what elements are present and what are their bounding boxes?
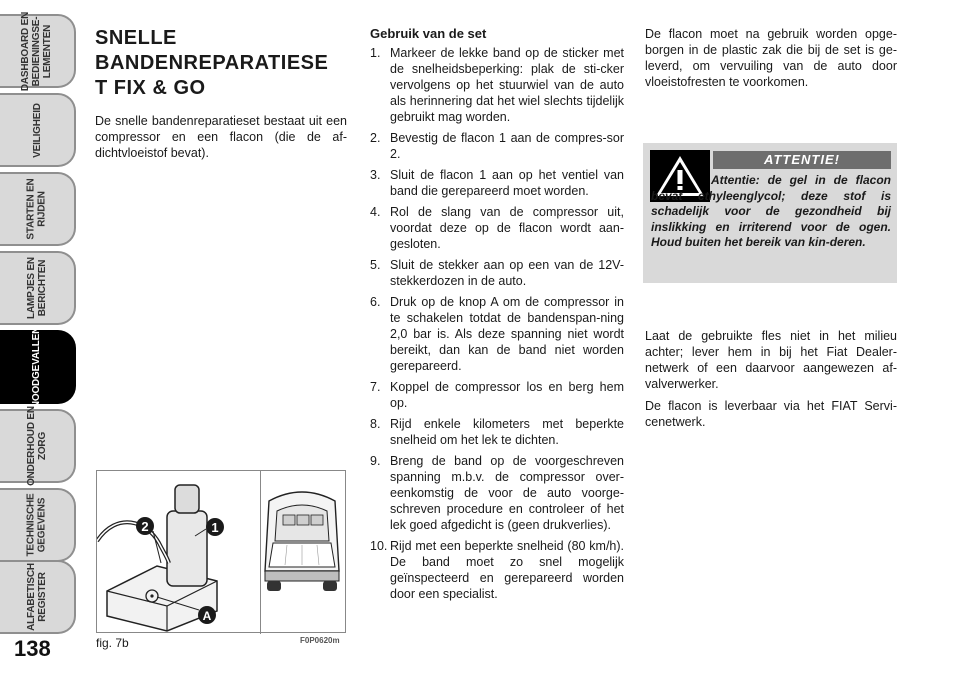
chapter-tabs (0, 0, 78, 640)
list-item: 8. Rijd enkele kilometers met beperkte snelheid om het lek te dichten. (370, 417, 624, 447)
tab-dashboard[interactable] (0, 11, 76, 91)
disposal-text: Laat de gebruikte fles niet in het milieu achter; lever hem in bij het Fiat Dealer-netwerk of een daarvoor aangewezen af-valverwerker. (645, 329, 897, 391)
column-middle (370, 26, 624, 607)
list-item: 3. Sluit de flacon 1 aan op het ventiel van band die gerepareerd moet worden. (370, 168, 624, 198)
list-item: 7. Koppel de compressor los en berg hem op. (370, 380, 624, 410)
tab-onderhoud[interactable] (0, 406, 76, 486)
figure-caption: fig. 7b (96, 636, 129, 650)
list-item: 2. Bevestig de flacon 1 aan de compres-sor 2. (370, 131, 624, 161)
tab-veiligheid[interactable] (0, 93, 76, 167)
list-item: 10. Rijd met een beperkte snelheid (80 km/h). De band moet zo snel mogelijk geïnspecteerd en gerepareerd worden door een specialist. (370, 539, 624, 601)
warning-text: Attentie: de gel in de flacon bevat ethyleenglycol; deze stof is schadelijk voor de gezondheid bij inslikking en irriterend voor de ogen. Houd buiten het bereik van kin-deren. (651, 173, 891, 249)
figure-7b (96, 470, 346, 633)
tab-label: NOODGEVALLEN (31, 326, 43, 408)
tab-label: DASHBOARD EN BEDIENINGSE- LEMENTEN (20, 11, 54, 91)
callout-2: 2 (141, 519, 149, 534)
column-right (645, 26, 897, 96)
tab-register[interactable] (0, 560, 76, 634)
figure-divider (260, 471, 261, 634)
usage-heading: Gebruik van de set (370, 26, 487, 41)
usage-steps (370, 45, 624, 602)
tab-label: ALFABETISCH REGISTER (26, 563, 48, 631)
repair-kit-illustration (97, 471, 347, 634)
figure-code: F0P0620m (300, 636, 340, 645)
tab-starten[interactable] (0, 172, 76, 246)
column-left (95, 26, 347, 161)
callout-a: A (202, 609, 212, 623)
list-item: 5. Sluit de stekker aan op een van de 12V-stekkerdozen in de auto. (370, 258, 624, 288)
list-item: 9. Breng de band op de voorgeschreven spanning m.b.v. de compressor over-eenkomstig de voor de auto voorge-schreven procedure en controleer of het lek goed afgedicht is (geen drukverlies). (370, 454, 624, 532)
storage-text: De flacon moet na gebruik worden opge-borgen in de plastic zak die bij de set is ge-leverd, om vervuiling van de auto door vloeistofresten te voorkomen. (645, 27, 897, 89)
intro-text: De snelle bandenreparatieset bestaat uit een compressor en een flacon (die de af-dichtvloeistof bevat). (95, 114, 347, 160)
tab-label: LAMPJES EN BERICHTEN (26, 257, 48, 319)
availability-text: De flacon is leverbaar via het FIAT Servi-cenetwerk. (645, 399, 897, 429)
callout-1: 1 (211, 520, 219, 535)
tab-label: STARTEN EN RIJDEN (26, 178, 48, 240)
list-item: 4. Rol de slang van de compressor uit, voordat deze op de flacon wordt aan-gesloten. (370, 205, 624, 251)
list-item: 1. Markeer de lekke band op de sticker met de snelheidsbeperking: plak de sti-cker vervolgens op het stuurwiel van de auto als herinnering dat het wiel slechts tijdelijk gebruikt mag worden. (370, 46, 624, 124)
section-title: SNELLE BANDENREPARATIESE T FIX & GO (95, 27, 329, 99)
tab-label: VEILIGHEID (31, 102, 43, 158)
page-number: 138 (14, 636, 51, 661)
tab-lampjes[interactable] (0, 251, 76, 325)
list-item: 6. Druk op de knop A om de compressor in te schakelen totdat de bandenspan-ning 2,0 bar is. Als deze spanning niet wordt bereikt, dan kan de band niet worden gerepareerd. (370, 295, 624, 373)
tab-label: ONDERHOUD EN ZORG (26, 406, 49, 486)
warning-box (643, 143, 897, 283)
tab-noodgevallen[interactable] (0, 326, 76, 408)
column-right-lower (645, 328, 897, 436)
tab-label: TECHNISCHE GEGEVENS (25, 493, 48, 557)
tab-technische[interactable] (0, 488, 76, 562)
warning-header: ATTENTIE! (713, 151, 891, 169)
